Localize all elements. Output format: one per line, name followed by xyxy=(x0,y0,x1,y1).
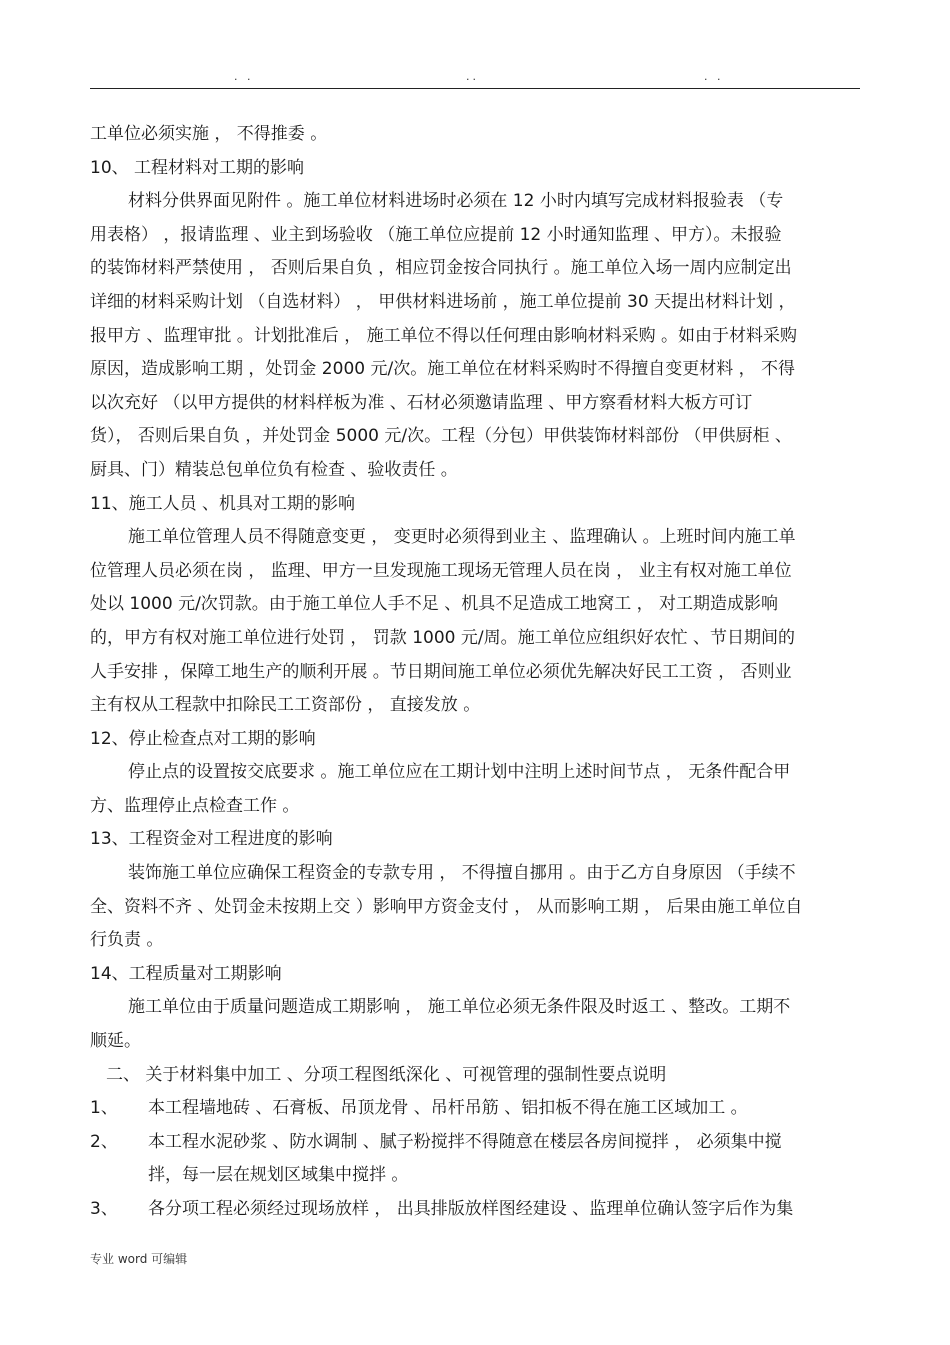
paragraph-line: 以次充好 （以甲方提供的材料样板为准 、石材必须邀请监理 、甲方察看材料大板方可订 xyxy=(90,392,753,413)
document-body xyxy=(90,118,858,1227)
list-item xyxy=(90,1092,858,1126)
paragraph-line: 的，甲方有权对施工单位进行处罚 ， 罚款 1000 元/周。施工单位应组织好农忙 、节日期间的 xyxy=(90,627,796,648)
header-dots-middle: .. xyxy=(466,70,479,83)
section-heading: 12、停止检查点对工期的影响 xyxy=(90,728,316,749)
paragraph-line: 行负责 。 xyxy=(90,930,164,951)
paragraph-line: 工单位必须实施 ， 不得推委 。 xyxy=(90,124,328,144)
paragraph-line: 材料分供界面见附件 。施工单位材料进场时必须在 12 小时内填写完成材料报验表 （专 xyxy=(128,191,784,212)
page-header xyxy=(0,70,950,86)
paragraph-line: 顺延。 xyxy=(90,1031,141,1052)
paragraph-line: 施工单位管理人员不得随意变更 ， 变更时必须得到业主 、监理确认 。上班时间内施工单 xyxy=(128,527,796,548)
header-dots-right: . . xyxy=(704,70,724,83)
paragraph-line: 用表格） ，报请监理 、业主到场验收 （施工单位应提前 12 小时通知监理 、甲方）。未报验 xyxy=(90,224,782,245)
page-footer: 专业 word 可编辑 xyxy=(90,1252,188,1266)
list-item-text: 各分项工程必须经过现场放样 ， 出具排版放样图经建设 、监理单位确认签字后作为集 xyxy=(148,1199,794,1219)
list-item-number: 1、 xyxy=(90,1098,118,1119)
paragraph-line: 人手安排 ，保障工地生产的顺利开展 。节日期间施工单位必须优先解决好民工工资 ， 否则业 xyxy=(90,661,792,682)
header-dots-left: . . xyxy=(234,70,254,83)
paragraph-line: 停止点的设置按交底要求 。施工单位应在工期计划中注明上述时间节点 ， 无条件配合甲 xyxy=(128,762,791,783)
chapter-heading: 二、 关于材料集中加工 、分项工程图纸深化 、可视管理的强制性要点说明 xyxy=(106,1064,667,1085)
list-item-continuation: 拌，每一层在规划区域集中搅拌 。 xyxy=(148,1165,409,1186)
section-heading: 14、工程质量对工期影响 xyxy=(90,963,282,984)
paragraph-line: 全、资料不齐 、处罚金未按期上交 ）影响甲方资金支付 ， 从而影响工期 ， 后果由施工单位自 xyxy=(90,896,803,917)
paragraph-line: 主有权从工程款中扣除民工工资部份 ， 直接发放 。 xyxy=(90,695,481,716)
paragraph-line: 原因，造成影响工期 ，处罚金 2000 元/次。施工单位在材料采购时不得擅自变更材料 ， 不得 xyxy=(90,359,796,380)
section-heading: 13、工程资金对工程进度的影响 xyxy=(90,829,333,850)
paragraph-line: 施工单位由于质量问题造成工期影响 ， 施工单位必须无条件限及时返工 、整改。工期不 xyxy=(128,997,791,1018)
section-heading: 11、施工人员 、机具对工期的影响 xyxy=(90,493,356,514)
paragraph-line: 装饰施工单位应确保工程资金的专款专用 ， 不得擅自挪用 。由于乙方自身原因 （手续不 xyxy=(128,863,796,884)
list-item-number: 2、 xyxy=(90,1131,118,1152)
paragraph-line: 的装饰材料严禁使用 ， 否则后果自负 ，相应罚金按合同执行 。施工单位入场一周内应制定出 xyxy=(90,258,792,279)
paragraph-line: 详细的材料采购计划 （自选材料） ， 甲供材料进场前 ，施工单位提前 30 天提出材料计划 ， xyxy=(90,291,796,312)
list-item-text: 本工程墙地砖 、石膏板、吊顶龙骨 、吊杆吊筋 、铝扣板不得在施工区域加工 。 xyxy=(148,1098,748,1119)
paragraph-line: 方、监理停止点检查工作 。 xyxy=(90,795,300,816)
paragraph-line: 报甲方 、监理审批 。计划批准后 ， 施工单位不得以任何理由影响材料采购 。如由于材料采购 xyxy=(90,325,798,346)
list-item-number: 3、 xyxy=(90,1199,118,1219)
paragraph-line: 货）， 否则后果自负 ，并处罚金 5000 元/次。工程（分包）甲供装饰材料部份 （甲供厨柜 、 xyxy=(90,426,792,447)
list-item xyxy=(90,1126,858,1160)
section-heading: 10、 工程材料对工期的影响 xyxy=(90,157,305,178)
paragraph-line: 处以 1000 元/次罚款。由于施工单位人手不足 、机具不足造成工地窝工 ， 对工期造成影响 xyxy=(90,594,779,615)
header-rule xyxy=(90,88,860,89)
list-item-text: 本工程水泥砂浆 、防水调制 、腻子粉搅拌不得随意在楼层各房间搅拌 ， 必须集中搅 xyxy=(148,1131,782,1152)
list-item xyxy=(90,1193,858,1227)
paragraph-line: 位管理人员必须在岗 ， 监理、甲方一旦发现施工现场无管理人员在岗 ， 业主有权对施工单位 xyxy=(90,560,792,581)
paragraph-line: 厨具、门）精装总包单位负有检查 、验收责任 。 xyxy=(90,459,458,480)
